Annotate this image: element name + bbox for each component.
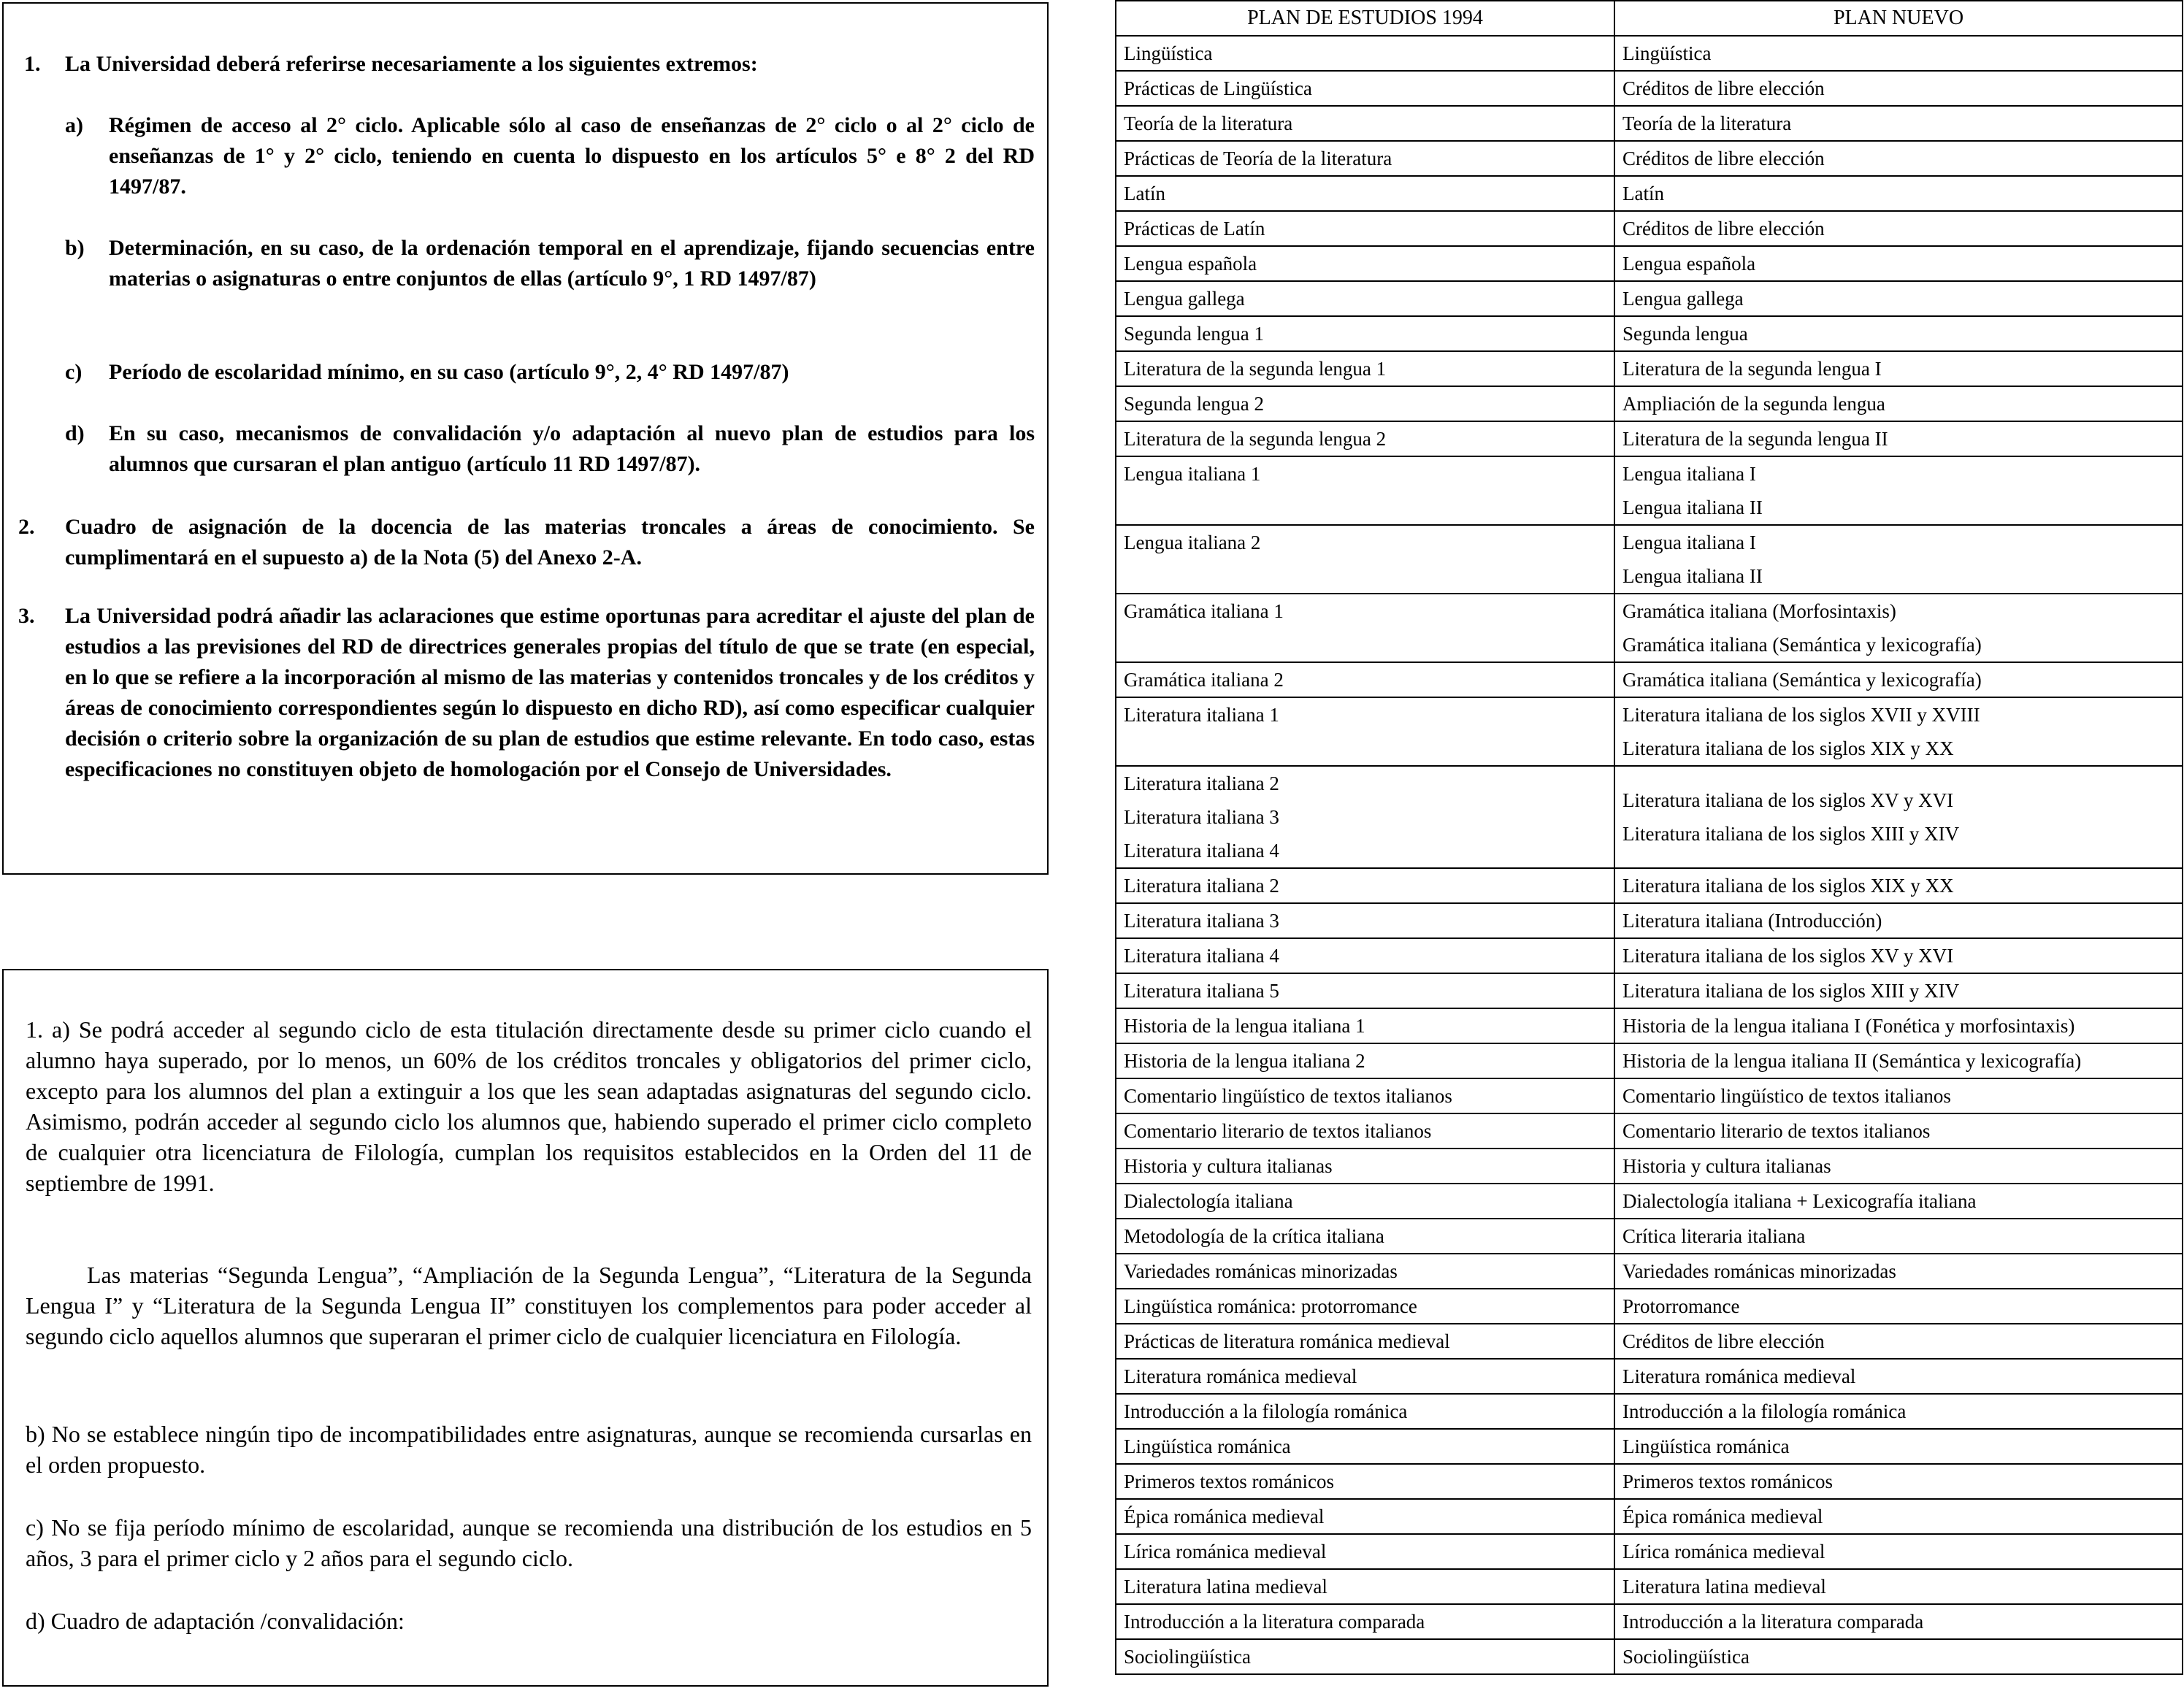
cell-line: Historia de la lengua italiana I (Fonética y morfosintaxis) (1622, 1015, 2075, 1037)
table-row (1116, 281, 2183, 316)
cell-old-plan (1116, 36, 1614, 71)
cell-line: Lengua italiana II (1622, 565, 1763, 587)
cell-line: Prácticas de Lingüística (1124, 77, 1312, 99)
cell-new-plan (1614, 1149, 2183, 1184)
cell-old-plan (1116, 868, 1614, 903)
table-row (1116, 421, 2183, 456)
cell-old-plan (1116, 141, 1614, 176)
cell-line: Variedades románicas minorizadas (1124, 1260, 1398, 1282)
table-row (1116, 176, 2183, 211)
cell-new-plan (1614, 351, 2183, 386)
cell-line: Literatura italiana de los siglos XV y XVI (1622, 945, 1954, 967)
table-row (1116, 1324, 2183, 1359)
cell-new-plan (1614, 1254, 2183, 1289)
note-paragraph-complementos: Las materias “Segunda Lengua”, “Ampliación de la Segunda Lengua”, “Literatura de la Segunda Lengua I” y “Literatura de la Segunda Lengua II” constituyen los complementos para poder acceder al segundo ciclo aquellos alumnos que superaran el primer ciclo de cualquier licenciatura en Filología. (26, 1262, 1032, 1349)
cell-line: Historia de la lengua italiana II (Semántica y lexicografía) (1622, 1050, 2082, 1072)
cell-old-plan (1116, 1219, 1614, 1254)
table-row (1116, 903, 2183, 938)
cell-old-plan (1116, 421, 1614, 456)
cell-line: Historia y cultura italianas (1622, 1155, 1831, 1177)
item-text: Régimen de acceso al 2° ciclo. Aplicable sólo al caso de enseñanzas de 2° ciclo o al 2° ciclo de enseñanzas de 1° y 2° ciclo, teniendo en cuenta lo dispuesto en los artículos 5° e 8° 2 del RD 1497/87. (109, 113, 1035, 199)
table-row (1116, 1359, 2183, 1394)
item-text: La Universidad deberá referirse necesariamente a los siguientes extremos: (65, 52, 758, 76)
cell-line: Lengua gallega (1622, 288, 1744, 310)
cell-line: Créditos de libre elección (1622, 218, 1825, 239)
cell-new-plan (1614, 1464, 2183, 1499)
cell-old-plan (1116, 211, 1614, 246)
cell-line: Dialectología italiana + Lexicografía italiana (1622, 1190, 1977, 1212)
cell-old-plan (1116, 1534, 1614, 1569)
item-text: En su caso, mecanismos de convalidación y/o adaptación al nuevo plan de estudios para los alumnos que cursaran el plan antiguo (artículo 11 RD 1497/87). (109, 421, 1035, 476)
cell-old-plan (1116, 1359, 1614, 1394)
cell-line: Literatura de la segunda lengua 1 (1124, 358, 1387, 380)
cell-old-plan (1116, 1464, 1614, 1499)
cell-old-plan (1116, 316, 1614, 351)
cell-new-plan (1614, 1569, 2183, 1604)
cell-new-plan (1614, 1534, 2183, 1569)
table-row (1116, 1534, 2183, 1569)
cell-old-plan (1116, 938, 1614, 973)
cell-line: Literatura románica medieval (1124, 1365, 1357, 1387)
cell-new-plan (1614, 456, 2183, 525)
cell-line: Comentario lingüístico de textos italianos (1124, 1085, 1452, 1107)
cell-new-plan (1614, 903, 2183, 938)
cell-line: Latín (1124, 183, 1165, 204)
adaptation-table (1115, 0, 2183, 1675)
cell-line: Protorromance (1622, 1295, 1740, 1317)
cell-line: Variedades románicas minorizadas (1622, 1260, 1896, 1282)
cell-line: Lengua italiana I (1622, 532, 1756, 553)
cell-line: Literatura italiana de los siglos XIII y XIV (1622, 823, 1960, 845)
item-text: Cuadro de asignación de la docencia de las materias troncales a áreas de conocimiento. Se cumplimentará en el supuesto a) de la Nota (5) del Anexo 2-A. (65, 515, 1035, 570)
table-row (1116, 1569, 2183, 1604)
cell-line: Lingüística románica (1622, 1435, 1790, 1457)
cell-line: Lengua italiana I (1622, 463, 1756, 485)
table-row (1116, 36, 2183, 71)
cell-line: Épica románica medieval (1124, 1506, 1325, 1527)
note-paragraph-a: 1. a) Se podrá acceder al segundo ciclo de esta titulación directamente desde su primer ciclo cuando el alumno haya superado, por lo menos, un 60% de los créditos troncales y obligatorios del primer ciclo, excepto para los alumnos del plan a extinguir a los que les sean adaptadas asignaturas del segundo ciclo. Asimismo, podrán acceder al segundo ciclo los alumnos que, habiendo superado el primer ciclo completo de cualquier otra licenciatura de Filología, cumplan los requisitos establecidos en la Orden del 11 de septiembre de 1991. (26, 1016, 1032, 1196)
cell-new-plan (1614, 176, 2183, 211)
item-number: 2. (18, 515, 35, 539)
cell-new-plan (1614, 71, 2183, 106)
cell-new-plan (1614, 1604, 2183, 1639)
table-row (1116, 594, 2183, 662)
cell-line: Literatura románica medieval (1622, 1365, 1856, 1387)
cell-new-plan (1614, 525, 2183, 594)
cell-line: Sociolingüística (1622, 1646, 1750, 1668)
table-row (1116, 1394, 2183, 1429)
cell-new-plan (1614, 868, 2183, 903)
table-row (1116, 106, 2183, 141)
cell-line: Primeros textos románicos (1124, 1470, 1334, 1492)
cell-line: Metodología de la crítica italiana (1124, 1225, 1384, 1247)
notes-box (2, 969, 1049, 1687)
cell-new-plan (1614, 1394, 2183, 1429)
cell-line: Gramática italiana (Semántica y lexicografía) (1622, 634, 1982, 656)
cell-line: Introducción a la literatura comparada (1622, 1611, 1924, 1633)
cell-new-plan (1614, 211, 2183, 246)
header-new-plan: PLAN NUEVO (1614, 1, 2183, 36)
cell-line: Literatura italiana de los siglos XV y XVI (1622, 789, 1954, 811)
cell-old-plan (1116, 1254, 1614, 1289)
cell-line: Gramática italiana 1 (1124, 600, 1284, 622)
cell-line: Lingüística (1124, 42, 1213, 64)
table-row (1116, 1078, 2183, 1113)
cell-old-plan (1116, 1429, 1614, 1464)
cell-new-plan (1614, 697, 2183, 766)
table-row (1116, 141, 2183, 176)
table-row (1116, 1429, 2183, 1464)
cell-new-plan (1614, 106, 2183, 141)
cell-new-plan (1614, 766, 2183, 868)
cell-new-plan (1614, 1324, 2183, 1359)
cell-old-plan (1116, 1184, 1614, 1219)
cell-new-plan (1614, 141, 2183, 176)
table-row (1116, 697, 2183, 766)
cell-line: Literatura italiana (Introducción) (1622, 910, 1882, 932)
cell-line: Literatura italiana de los siglos XIX y XX (1622, 875, 1954, 897)
item-label: a) (65, 113, 83, 137)
cell-old-plan (1116, 1149, 1614, 1184)
item-label: b) (65, 236, 85, 260)
cell-new-plan (1614, 1113, 2183, 1149)
cell-line: Lingüística románica (1124, 1435, 1291, 1457)
table-row (1116, 211, 2183, 246)
cell-new-plan (1614, 1184, 2183, 1219)
table-row (1116, 1604, 2183, 1639)
table-row (1116, 1043, 2183, 1078)
cell-line: Gramática italiana (Morfosintaxis) (1622, 600, 1896, 622)
instructions-box (2, 2, 1049, 875)
cell-line: Créditos de libre elección (1622, 1330, 1825, 1352)
cell-line: Literatura italiana 2 (1124, 875, 1279, 897)
cell-new-plan (1614, 281, 2183, 316)
cell-line: Historia de la lengua italiana 2 (1124, 1050, 1365, 1072)
cell-new-plan (1614, 938, 2183, 973)
cell-line: Lírica románica medieval (1124, 1541, 1327, 1562)
cell-line: Literatura italiana de los siglos XVII y XVIII (1622, 704, 1980, 726)
table-row (1116, 1499, 2183, 1534)
table-row (1116, 868, 2183, 903)
cell-line: Lírica románica medieval (1622, 1541, 1825, 1562)
table-row (1116, 456, 2183, 525)
cell-new-plan (1614, 1359, 2183, 1394)
cell-line: Lingüística (1622, 42, 1712, 64)
cell-old-plan (1116, 1043, 1614, 1078)
cell-old-plan (1116, 766, 1614, 868)
cell-line: Créditos de libre elección (1622, 77, 1825, 99)
cell-line: Créditos de libre elección (1622, 147, 1825, 169)
cell-old-plan (1116, 1078, 1614, 1113)
cell-new-plan (1614, 594, 2183, 662)
cell-line: Literatura latina medieval (1124, 1576, 1327, 1598)
cell-old-plan (1116, 106, 1614, 141)
cell-old-plan (1116, 386, 1614, 421)
cell-old-plan (1116, 1113, 1614, 1149)
cell-old-plan (1116, 973, 1614, 1008)
cell-line: Introducción a la literatura comparada (1124, 1611, 1425, 1633)
cell-line: Literatura italiana de los siglos XIII y XIV (1622, 980, 1960, 1002)
cell-old-plan (1116, 1324, 1614, 1359)
item-number: 3. (18, 604, 35, 628)
cell-new-plan (1614, 1008, 2183, 1043)
cell-line: Literatura italiana 4 (1124, 945, 1279, 967)
cell-line: Lingüística románica: protorromance (1124, 1295, 1417, 1317)
note-paragraph-d: d) Cuadro de adaptación /convalidación: (26, 1608, 405, 1634)
table-row (1116, 1184, 2183, 1219)
cell-line: Literatura latina medieval (1622, 1576, 1826, 1598)
cell-old-plan (1116, 281, 1614, 316)
cell-line: Comentario literario de textos italianos (1124, 1120, 1432, 1142)
cell-line: Gramática italiana 2 (1124, 669, 1284, 691)
cell-line: Comentario lingüístico de textos italianos (1622, 1085, 1951, 1107)
cell-line: Lengua italiana 1 (1124, 463, 1261, 485)
cell-new-plan (1614, 1289, 2183, 1324)
cell-new-plan (1614, 246, 2183, 281)
table-row (1116, 662, 2183, 697)
cell-new-plan (1614, 386, 2183, 421)
cell-line: Lengua española (1124, 253, 1257, 275)
cell-new-plan (1614, 1639, 2183, 1674)
cell-new-plan (1614, 973, 2183, 1008)
cell-line: Literatura italiana 3 (1124, 806, 1279, 828)
cell-line: Sociolingüística (1124, 1646, 1251, 1668)
cell-line: Literatura italiana 2 (1124, 772, 1279, 794)
table-row (1116, 766, 2183, 868)
cell-new-plan (1614, 1043, 2183, 1078)
note-paragraph-c: c) No se fija período mínimo de escolaridad, aunque se recomienda una distribución de los estudios en 5 años, 3 para el primer ciclo y 2 años para el segundo ciclo. (26, 1514, 1032, 1571)
cell-line: Lengua italiana II (1622, 496, 1763, 518)
table-row (1116, 246, 2183, 281)
cell-old-plan (1116, 594, 1614, 662)
cell-line: Gramática italiana (Semántica y lexicografía) (1622, 669, 1982, 691)
item-label: d) (65, 421, 85, 445)
cell-old-plan (1116, 697, 1614, 766)
table-row (1116, 1254, 2183, 1289)
cell-line: Crítica literaria italiana (1622, 1225, 1806, 1247)
cell-line: Dialectología italiana (1124, 1190, 1293, 1212)
cell-old-plan (1116, 1569, 1614, 1604)
cell-line: Introducción a la filología románica (1622, 1400, 1907, 1422)
cell-line: Épica románica medieval (1622, 1506, 1823, 1527)
cell-line: Literatura italiana de los siglos XIX y XX (1622, 737, 1954, 759)
table-row (1116, 71, 2183, 106)
cell-line: Segunda lengua 1 (1124, 323, 1264, 345)
cell-old-plan (1116, 525, 1614, 594)
cell-line: Prácticas de literatura románica medieval (1124, 1330, 1450, 1352)
table-row (1116, 351, 2183, 386)
table-body (1116, 36, 2183, 1674)
table-row (1116, 1008, 2183, 1043)
cell-old-plan (1116, 456, 1614, 525)
cell-line: Primeros textos románicos (1622, 1470, 1833, 1492)
cell-old-plan (1116, 662, 1614, 697)
cell-old-plan (1116, 1394, 1614, 1429)
cell-new-plan (1614, 1219, 2183, 1254)
cell-old-plan (1116, 1639, 1614, 1674)
table-row (1116, 1219, 2183, 1254)
cell-old-plan (1116, 903, 1614, 938)
cell-old-plan (1116, 246, 1614, 281)
cell-old-plan (1116, 71, 1614, 106)
cell-line: Teoría de la literatura (1622, 112, 1792, 134)
cell-new-plan (1614, 36, 2183, 71)
item-text: Determinación, en su caso, de la ordenación temporal en el aprendizaje, fijando secuencias entre materias o asignaturas o entre conjuntos de ellas (artículo 9°, 1 RD 1497/87) (109, 236, 1035, 291)
cell-line: Literatura de la segunda lengua I (1622, 358, 1882, 380)
cell-new-plan (1614, 1429, 2183, 1464)
cell-line: Ampliación de la segunda lengua (1622, 393, 1885, 415)
cell-old-plan (1116, 176, 1614, 211)
cell-line: Literatura de la segunda lengua II (1622, 428, 1888, 450)
table-row (1116, 1289, 2183, 1324)
table-row (1116, 1639, 2183, 1674)
cell-new-plan (1614, 316, 2183, 351)
cell-new-plan (1614, 421, 2183, 456)
cell-line: Prácticas de Teoría de la literatura (1124, 147, 1392, 169)
cell-line: Historia y cultura italianas (1124, 1155, 1333, 1177)
cell-new-plan (1614, 662, 2183, 697)
cell-old-plan (1116, 1604, 1614, 1639)
cell-old-plan (1116, 1499, 1614, 1534)
table-row (1116, 1149, 2183, 1184)
table-row (1116, 1464, 2183, 1499)
item-number: 1. (24, 52, 41, 76)
table-row (1116, 386, 2183, 421)
cell-line: Literatura italiana 3 (1124, 910, 1279, 932)
cell-line: Literatura italiana 1 (1124, 704, 1279, 726)
table-row (1116, 316, 2183, 351)
table-row (1116, 1113, 2183, 1149)
cell-line: Lengua española (1622, 253, 1756, 275)
item-label: c) (65, 360, 83, 384)
cell-line: Teoría de la literatura (1124, 112, 1293, 134)
cell-new-plan (1614, 1078, 2183, 1113)
cell-old-plan (1116, 1289, 1614, 1324)
table-row (1116, 525, 2183, 594)
cell-line: Segunda lengua (1622, 323, 1748, 345)
item-text: Período de escolaridad mínimo, en su caso (artículo 9°, 2, 4° RD 1497/87) (109, 360, 789, 384)
header-old-plan: PLAN DE ESTUDIOS 1994 (1116, 1, 1614, 36)
cell-line: Lengua gallega (1124, 288, 1245, 310)
cell-line: Latín (1622, 183, 1664, 204)
cell-line: Literatura italiana 5 (1124, 980, 1279, 1002)
cell-line: Lengua italiana 2 (1124, 532, 1261, 553)
cell-line: Literatura de la segunda lengua 2 (1124, 428, 1387, 450)
item-text: La Universidad podrá añadir las aclaraciones que estime oportunas para acreditar el ajuste del plan de estudios a las previsiones del RD de directrices generales propias del título de que se trate (en especial, en lo que se refiere a la incorporación al mismo de las materias y contenidos troncales y de los créditos y áreas de conocimiento correspondientes según lo dispuesto en dicho RD), así como especificar cualquier decisión o criterio sobre la organización de su plan de estudios que estime relevante. En todo caso, estas especificaciones no constituyen objeto de homologación por el Consejo de Universidades. (65, 604, 1035, 781)
cell-line: Introducción a la filología románica (1124, 1400, 1408, 1422)
table-row (1116, 973, 2183, 1008)
cell-old-plan (1116, 351, 1614, 386)
cell-line: Historia de la lengua italiana 1 (1124, 1015, 1365, 1037)
cell-line: Segunda lengua 2 (1124, 393, 1264, 415)
cell-old-plan (1116, 1008, 1614, 1043)
note-paragraph-b: b) No se establece ningún tipo de incompatibilidades entre asignaturas, aunque se recomienda cursarlas en el orden propuesto. (26, 1421, 1032, 1478)
cell-line: Literatura italiana 4 (1124, 840, 1279, 862)
table-header-row (1116, 1, 2183, 36)
table-row (1116, 938, 2183, 973)
cell-line: Prácticas de Latín (1124, 218, 1265, 239)
cell-new-plan (1614, 1499, 2183, 1534)
cell-line: Comentario literario de textos italianos (1622, 1120, 1931, 1142)
